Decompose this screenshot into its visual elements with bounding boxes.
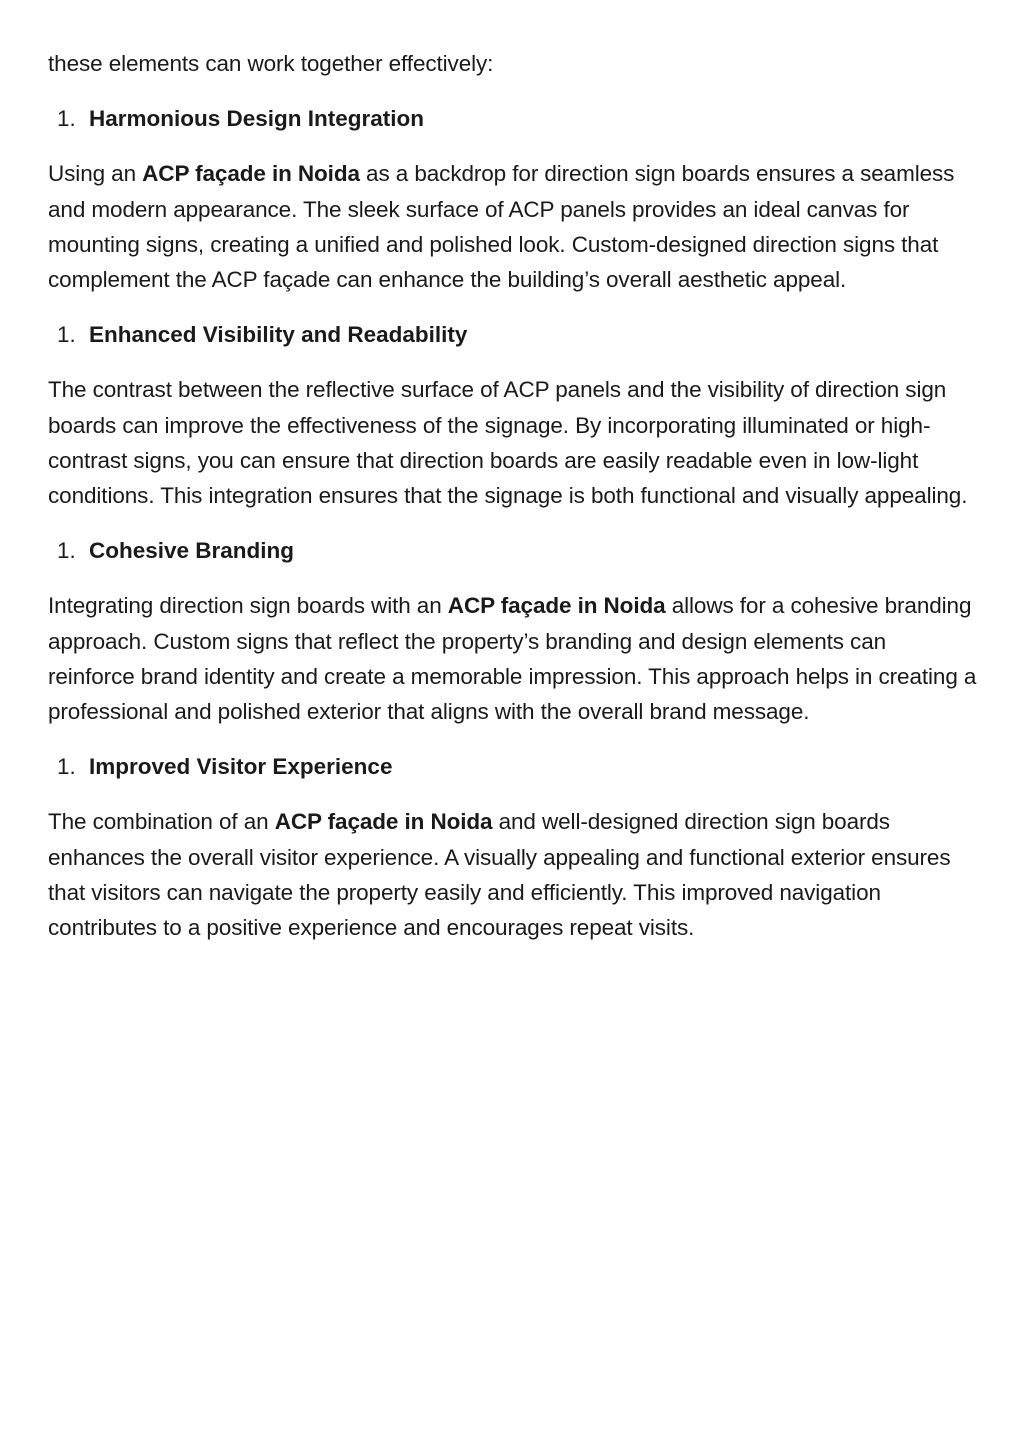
section-item: [48, 749, 978, 945]
section-heading: [48, 101, 978, 136]
list-number: 1.: [57, 754, 76, 780]
section-paragraph: [48, 804, 978, 945]
bold-keyword: ACP façade in Noida: [274, 809, 493, 835]
paragraph-text: Using an: [48, 161, 143, 187]
section-item: [48, 533, 978, 729]
section-heading: [48, 317, 978, 352]
list-number: 1.: [57, 106, 76, 132]
bold-keyword: ACP façade in Noida: [447, 593, 666, 619]
section-paragraph: [48, 156, 978, 297]
paragraph-text: The combination of an: [48, 809, 275, 835]
section-heading-text: Harmonious Design Integration: [89, 106, 425, 132]
section-heading: [48, 749, 978, 784]
list-number: 1.: [57, 538, 76, 564]
section-item: [48, 317, 978, 513]
paragraph-text: Integrating direction sign boards with an: [48, 593, 448, 619]
paragraph-text: as a backdrop for direction sign boards ensures a seamless and modern appearance. The sleek surface of ACP panels provides an ideal canvas for mounting signs, creating a unified and polished look. Custom-designed direction signs that complement the ACP façade can enhance the building’s overall aesthetic appeal.: [48, 161, 955, 293]
section-heading-text: Cohesive Branding: [89, 538, 295, 564]
document-page: [48, 46, 978, 965]
section-heading: [48, 533, 978, 568]
paragraph-text: allows for a cohesive branding approach. Custom signs that reflect the property’s branding and design elements can reinforce brand identity and create a memorable impression. This approach helps in creating a professional and polished exterior that aligns with the overall brand message.: [48, 593, 977, 725]
intro-text: these elements can work together effectively:: [48, 51, 494, 76]
paragraph-text: and well-designed direction sign boards enhances the overall visitor experience. A visually appealing and functional exterior ensures that visitors can navigate the property easily and efficiently. This improved navigation contributes to a positive experience and encourages repeat visits.: [48, 809, 951, 941]
section-item: [48, 101, 978, 297]
section-paragraph: [48, 588, 978, 729]
numbered-sections: [48, 101, 978, 945]
bold-keyword: ACP façade in Noida: [142, 161, 360, 187]
section-paragraph: [48, 372, 978, 513]
section-heading-text: Improved Visitor Experience: [89, 754, 393, 780]
paragraph-text: The contrast between the reflective surface of ACP panels and the visibility of direction sign boards can improve the effectiveness of the signage. By incorporating illuminated or high-contrast signs, you can ensure that direction boards are easily readable even in low-light conditions. This integration ensures that the signage is both functional and visually appealing.: [48, 377, 968, 509]
section-heading-text: Enhanced Visibility and Readability: [89, 322, 468, 348]
list-number: 1.: [57, 322, 76, 348]
